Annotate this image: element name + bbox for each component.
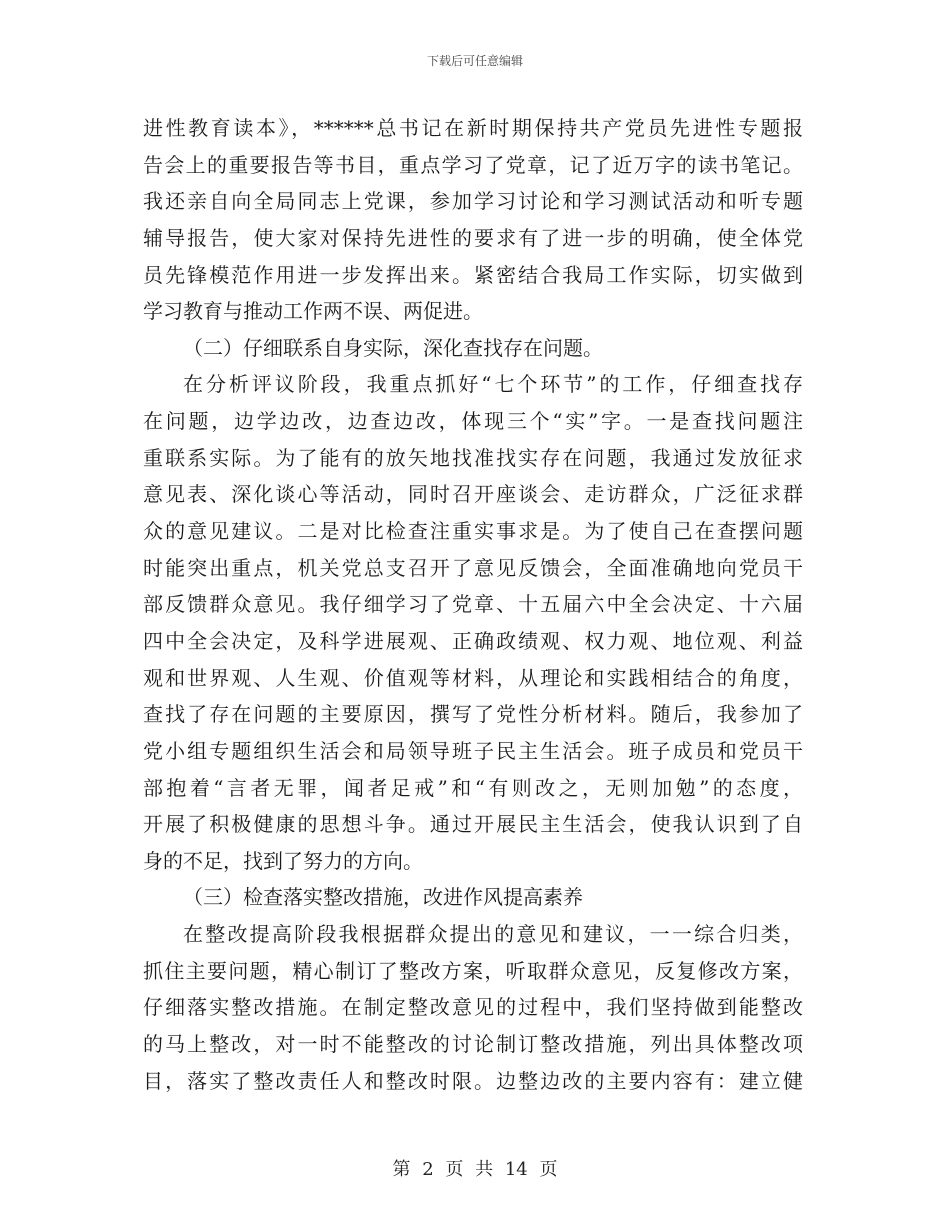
text-line: 党小组专题组织生活会和局领导班子民主生活会。班子成员和党员干 (143, 738, 803, 763)
section-heading: （二）仔细联系自身实际，深化查找存在问题。 (183, 335, 603, 360)
text-line: 部抱着“言者无罪，闻者足戒”和“有则改之，无则加勉”的态度， (143, 775, 803, 800)
text-line: 辅导报告，使大家对保持先进性的要求有了进一步的明确，使全体党 (143, 225, 803, 250)
page-footer: 第 2 页 共 14 页 (392, 1159, 558, 1180)
text-line: 查找了存在问题的主要原因，撰写了党性分析材料。随后，我参加了 (143, 702, 803, 727)
text-line: 目，落实了整改责任人和整改时限。边整边改的主要内容有：建立健 (143, 1068, 803, 1093)
text-line: 众的意见建议。二是对比检查注重实事求是。为了使自己在查摆问题 (143, 519, 803, 544)
text-line: 时能突出重点，机关党总支召开了意见反馈会，全面准确地向党员干 (143, 555, 803, 580)
text-line: 开展了积极健康的思想斗争。通过开展民主生活会，使我认识到了自 (143, 812, 803, 837)
text-line: 的马上整改，对一时不能整改的讨论制订整改措施，列出具体整改项 (143, 1032, 803, 1057)
text-line: 告会上的重要报告等书目，重点学习了党章，记了近万字的读书笔记。 (143, 152, 803, 177)
page-header: 下载后可任意编辑 (426, 54, 523, 68)
text-line: 在分析评议阶段，我重点抓好“七个环节”的工作，仔细查找存 (183, 372, 803, 397)
text-line: 重联系实际。为了能有的放矢地找准找实存在问题，我通过发放征求 (143, 445, 803, 470)
text-line: 身的不足，找到了努力的方向。 (143, 848, 423, 873)
text-line: 抓住主要问题，精心制订了整改方案，听取群众意见，反复修改方案， (143, 958, 803, 983)
text-line: 部反馈群众意见。我仔细学习了党章、十五届六中全会决定、十六届 (143, 592, 803, 617)
section-heading: （三）检查落实整改措施，改进作风提高素养 (183, 885, 583, 910)
document-body (143, 110, 803, 1099)
text-line: 员先锋模范作用进一步发挥出来。紧密结合我局工作实际，切实做到 (143, 262, 803, 287)
text-line: 意见表、深化谈心等活动，同时召开座谈会、走访群众，广泛征求群 (143, 482, 803, 507)
text-line: 学习教育与推动工作两不误、两促进。 (143, 299, 483, 324)
text-line: 四中全会决定，及科学进展观、正确政绩观、权力观、地位观、利益 (143, 628, 803, 653)
text-line: 仔细落实整改措施。在制定整改意见的过程中，我们坚持做到能整改 (143, 995, 803, 1020)
text-line: 观和世界观、人生观、价值观等材料，从理论和实践相结合的角度， (143, 665, 803, 690)
text-line: 进性教育读本》，******总书记在新时期保持共产党员先进性专题报 (143, 116, 803, 140)
text-line: 在整改提高阶段我根据群众提出的意见和建议，一一综合归类， (183, 922, 803, 947)
text-line: 在问题，边学边改，边查边改，体现三个“实”字。一是查找问题注 (143, 409, 803, 434)
text-line: 我还亲自向全局同志上党课，参加学习讨论和学习测试活动和听专题 (143, 189, 803, 214)
